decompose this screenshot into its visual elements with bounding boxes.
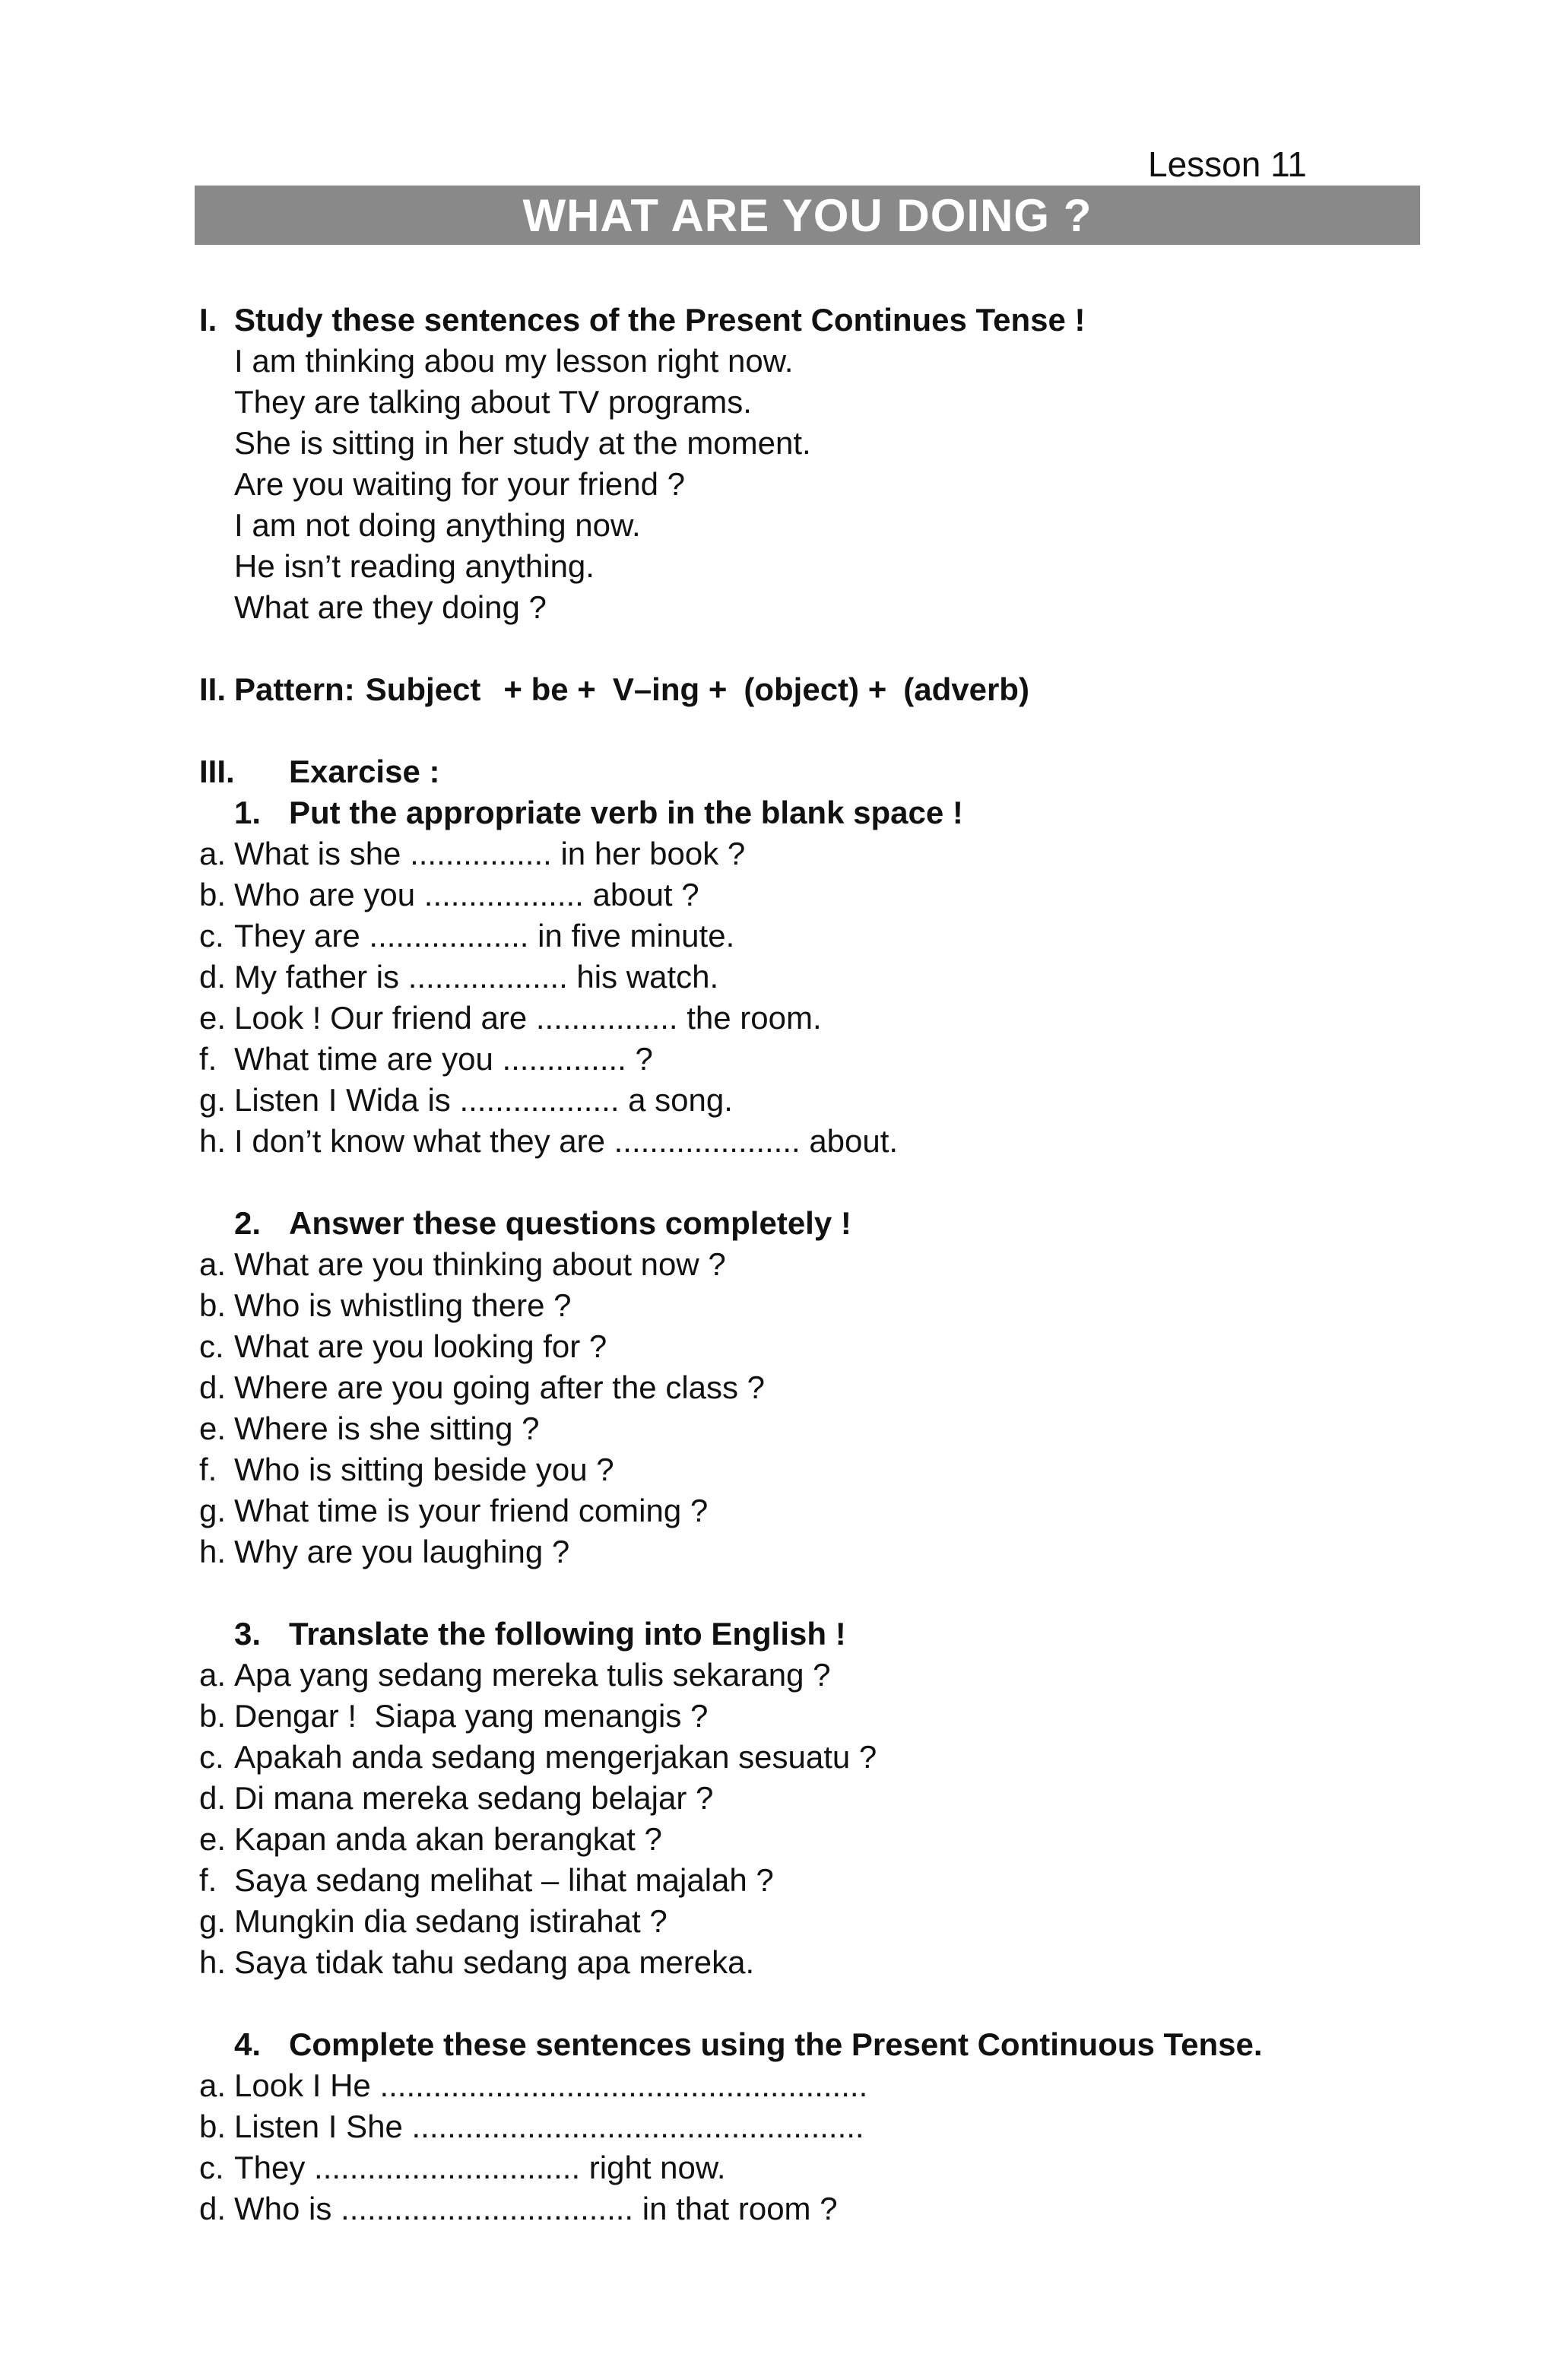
section-3-title: Exarcise : xyxy=(289,754,440,789)
item-text: Look I He ....................................................... xyxy=(234,2067,868,2103)
list-item xyxy=(199,833,1446,874)
item-text: Apa yang sedang mereka tulis sekarang ? xyxy=(234,1657,831,1693)
pattern-line xyxy=(199,669,1446,710)
lesson-number: Lesson 11 xyxy=(1148,144,1307,184)
exercise-number: 1. xyxy=(234,795,262,830)
exercise-number: 2. xyxy=(234,1205,262,1241)
exercise-title: Put the appropriate verb in the blank space ! xyxy=(289,795,963,830)
item-letter: g. xyxy=(199,1082,227,1118)
item-text: Where are you going after the class ? xyxy=(234,1369,766,1405)
list-item xyxy=(199,2106,1446,2147)
exercise-1-heading xyxy=(199,792,1446,833)
item-letter: a. xyxy=(199,2067,227,2103)
item-letter: f. xyxy=(199,1452,217,1487)
list-item xyxy=(199,2188,1446,2229)
item-text: Who is sitting beside you ? xyxy=(234,1452,614,1487)
item-text: Saya tidak tahu sedang apa mereka. xyxy=(234,1944,755,1980)
worksheet-content xyxy=(199,300,1446,2229)
item-text: Dengar ! Siapa yang menangis ? xyxy=(234,1698,709,1734)
example-sentence: I am not doing anything now. xyxy=(234,507,641,543)
item-letter: g. xyxy=(199,1493,227,1528)
item-letter: f. xyxy=(199,1862,217,1898)
pattern-be: + be + xyxy=(503,671,596,707)
item-text: What are you looking for ? xyxy=(234,1328,607,1364)
list-item xyxy=(199,1039,1446,1080)
item-letter: a. xyxy=(199,836,227,871)
list-item xyxy=(199,1121,1446,1162)
list-item xyxy=(199,1244,1446,1285)
list-item xyxy=(199,2147,1446,2188)
example-sentence: They are talking about TV programs. xyxy=(234,384,752,420)
list-item xyxy=(199,1531,1446,1572)
exercise-3-heading xyxy=(199,1614,1446,1655)
list-item xyxy=(199,2065,1446,2106)
exercise-number: 3. xyxy=(234,1616,262,1652)
exercise-number: 4. xyxy=(234,2026,262,2062)
exercise-title: Translate the following into English ! xyxy=(289,1616,846,1652)
item-letter: b. xyxy=(199,1287,227,1323)
item-text: Look ! Our friend are ................ the room. xyxy=(234,1000,822,1036)
list-item xyxy=(199,1942,1446,1983)
exercise-title: Complete these sentences using the Present Continuous Tense. xyxy=(289,2026,1263,2062)
item-letter: a. xyxy=(199,1657,227,1693)
list-item xyxy=(199,1737,1446,1778)
item-letter: c. xyxy=(199,1739,224,1775)
exercise-2-heading xyxy=(199,1203,1446,1244)
item-letter: c. xyxy=(199,918,224,954)
list-item xyxy=(199,998,1446,1039)
item-text: Di mana mereka sedang belajar ? xyxy=(234,1780,714,1816)
item-letter: b. xyxy=(199,2109,227,2144)
list-item xyxy=(199,1490,1446,1531)
item-letter: f. xyxy=(199,1041,217,1077)
list-item xyxy=(199,916,1446,957)
item-letter: c. xyxy=(199,2150,224,2185)
item-text: What is she ................ in her book ? xyxy=(234,836,746,871)
item-text: They are .................. in five minute. xyxy=(234,918,735,954)
list-item xyxy=(199,1655,1446,1696)
item-text: Who are you .................. about ? xyxy=(234,877,699,912)
item-text: I don’t know what they are ..................... about. xyxy=(234,1123,899,1159)
item-letter: d. xyxy=(199,1369,227,1405)
example-sentence: She is sitting in her study at the moment. xyxy=(234,425,811,461)
item-text: What time are you .............. ? xyxy=(234,1041,653,1077)
item-text: They .............................. right now. xyxy=(234,2150,726,2185)
lesson-title-bar xyxy=(195,186,1420,245)
section-3-heading xyxy=(199,751,1446,792)
item-text: Kapan anda akan berangkat ? xyxy=(234,1821,662,1857)
item-text: Apakah anda sedang mengerjakan sesuatu ? xyxy=(234,1739,877,1775)
item-letter: b. xyxy=(199,1698,227,1734)
item-letter: g. xyxy=(199,1903,227,1939)
item-letter: h. xyxy=(199,1944,227,1980)
list-item xyxy=(199,1860,1446,1901)
section-1-title: Study these sentences of the Present Continues Tense ! xyxy=(234,302,1086,338)
list-item xyxy=(199,874,1446,916)
section-1-roman: I. xyxy=(199,302,217,338)
list-item xyxy=(199,1696,1446,1737)
item-text: Why are you laughing ? xyxy=(234,1534,570,1569)
list-item xyxy=(199,1080,1446,1121)
example-sentence: What are they doing ? xyxy=(234,589,547,625)
item-letter: c. xyxy=(199,1328,224,1364)
example-sentence: I am thinking abou my lesson right now. xyxy=(234,343,794,379)
item-text: Listen I She ................................................... xyxy=(234,2109,864,2144)
item-letter: d. xyxy=(199,959,227,995)
list-item xyxy=(199,1285,1446,1326)
exercise-title: Answer these questions completely ! xyxy=(289,1205,851,1241)
pattern-object: (object) + xyxy=(744,671,887,707)
section-1-heading xyxy=(199,300,1446,341)
item-letter: h. xyxy=(199,1534,227,1569)
item-text: Saya sedang melihat – lihat majalah ? xyxy=(234,1862,774,1898)
section-2-roman: II. xyxy=(199,671,227,707)
item-text: Who is ................................. in that room ? xyxy=(234,2191,838,2226)
item-text: Listen I Wida is .................. a song. xyxy=(234,1082,733,1118)
item-text: Who is whistling there ? xyxy=(234,1287,572,1323)
item-letter: h. xyxy=(199,1123,227,1159)
item-text: Where is she sitting ? xyxy=(234,1411,540,1446)
list-item xyxy=(199,1778,1446,1819)
section-3-roman: III. xyxy=(199,754,235,789)
pattern-ving: V–ing + xyxy=(612,671,728,707)
pattern-adverb: (adverb) xyxy=(903,671,1029,707)
exercise-4-heading xyxy=(199,2024,1446,2065)
item-letter: b. xyxy=(199,877,227,912)
item-letter: e. xyxy=(199,1821,227,1857)
item-letter: e. xyxy=(199,1000,227,1036)
list-item xyxy=(199,1408,1446,1449)
list-item xyxy=(199,1326,1446,1367)
item-text: What are you thinking about now ? xyxy=(234,1246,726,1282)
item-letter: d. xyxy=(199,1780,227,1816)
item-text: What time is your friend coming ? xyxy=(234,1493,709,1528)
list-item xyxy=(199,1819,1446,1860)
list-item xyxy=(199,1367,1446,1408)
item-letter: a. xyxy=(199,1246,227,1282)
item-text: Mungkin dia sedang istirahat ? xyxy=(234,1903,668,1939)
lesson-title: WHAT ARE YOU DOING ? xyxy=(522,189,1092,241)
example-sentence: Are you waiting for your friend ? xyxy=(234,466,685,502)
item-text: My father is .................. his watch. xyxy=(234,959,719,995)
list-item xyxy=(199,957,1446,998)
pattern-label: Pattern: xyxy=(234,671,355,707)
pattern-subject: Subject xyxy=(365,671,481,707)
item-letter: e. xyxy=(199,1411,227,1446)
item-letter: d. xyxy=(199,2191,227,2226)
list-item xyxy=(199,1901,1446,1942)
example-sentence: He isn’t reading anything. xyxy=(234,548,595,584)
list-item xyxy=(199,1449,1446,1490)
